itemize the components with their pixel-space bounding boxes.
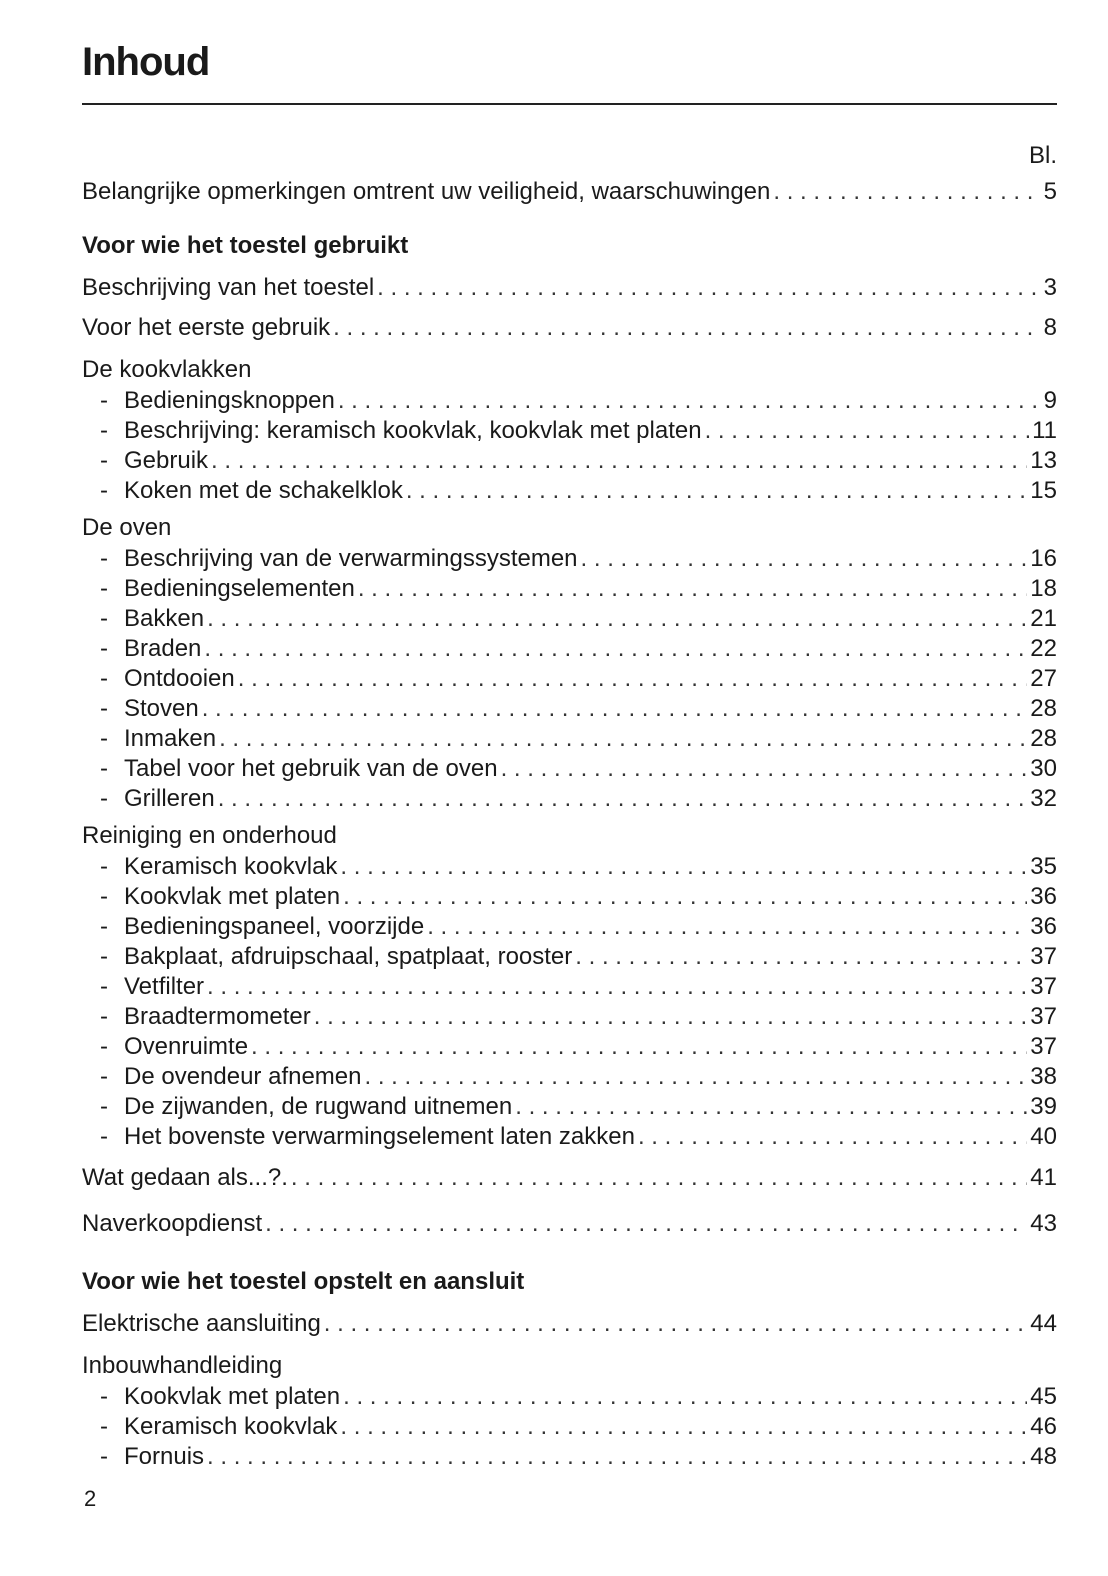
toc-sub-entry[interactable] [82, 1032, 1057, 1062]
dash-bullet: - [100, 1063, 108, 1090]
dash-bullet: - [100, 943, 108, 970]
toc-entry-label [100, 1062, 362, 1092]
toc-entry-beschrijving[interactable] [82, 268, 1057, 308]
toc-entry-eerste-gebruik[interactable] [82, 308, 1057, 348]
toc-entry-text: Braden [124, 635, 202, 662]
toc-entry-label [100, 476, 403, 506]
toc-entry-label [100, 574, 355, 604]
dash-bullet: - [100, 1383, 108, 1410]
toc-sub-entry[interactable] [82, 1412, 1057, 1442]
toc-entry-text: De zijwanden, de rugwand uitnemen [124, 1093, 513, 1120]
toc-entry-label [100, 446, 208, 476]
toc-sub-entry[interactable] [82, 386, 1057, 416]
toc-entry-page: 11 [1032, 417, 1057, 444]
dot-leader [202, 694, 1028, 724]
toc-sub-entry[interactable] [82, 1442, 1057, 1472]
dash-bullet: - [100, 635, 108, 662]
dot-leader [343, 1382, 1027, 1412]
toc-entry-text: Bedieningspaneel, voorzijde [124, 913, 425, 940]
dot-leader [238, 664, 1028, 694]
dash-bullet: - [100, 665, 108, 692]
toc-entry-label: Belangrijke opmerkingen omtrent uw veiligheid, waarschuwingen [82, 178, 771, 205]
toc-entry-label [100, 1092, 512, 1122]
page-title: Inhoud [82, 40, 210, 84]
toc-entry-label: Naverkoopdienst [82, 1210, 263, 1237]
dash-bullet: - [100, 575, 108, 602]
toc-entry-page: 28 [1030, 695, 1057, 722]
toc-entry-label [100, 912, 424, 942]
dash-bullet: - [100, 913, 108, 940]
toc-sub-entry[interactable] [82, 784, 1057, 814]
toc-entry-text: Grilleren [124, 785, 215, 812]
dot-leader [581, 544, 1028, 574]
toc-entry-page: 21 [1030, 605, 1057, 632]
toc-entry-page: 37 [1030, 1033, 1057, 1060]
toc-entry-text: De ovendeur afnemen [124, 1063, 362, 1090]
dash-bullet: - [100, 545, 108, 572]
toc-sub-entry[interactable] [82, 664, 1057, 694]
toc-entry-page: 37 [1030, 1003, 1057, 1030]
dot-leader [207, 604, 1027, 634]
toc-sub-entry[interactable] [82, 694, 1057, 724]
dot-leader [501, 754, 1028, 784]
dash-bullet: - [100, 605, 108, 632]
dot-leader [333, 308, 1040, 348]
toc-entry-label [100, 604, 204, 634]
toc-entry-page: 8 [1043, 314, 1057, 341]
toc-entry-safety[interactable] [82, 172, 1057, 212]
toc-sub-entry[interactable] [82, 1382, 1057, 1412]
dot-leader [377, 268, 1040, 308]
toc-sub-entry[interactable] [82, 972, 1057, 1002]
toc-entry-text: Braadtermometer [124, 1003, 311, 1030]
toc-sub-entry[interactable] [82, 416, 1057, 446]
dot-leader [207, 972, 1027, 1002]
dash-bullet: - [100, 1443, 108, 1470]
toc-entry-text: Bakken [124, 605, 205, 632]
toc-entry-label [100, 386, 335, 416]
toc-entry-label [100, 1442, 204, 1472]
toc-entry-text: Tabel voor het gebruik van de oven [124, 755, 498, 782]
toc-entry-text: Inmaken [124, 725, 217, 752]
dot-leader [338, 386, 1041, 416]
toc-entry-text: Bakplaat, afdruipschaal, spatplaat, rooster [124, 943, 573, 970]
toc-entry-label: Beschrijving van het toestel [82, 274, 375, 301]
dot-leader [211, 446, 1027, 476]
toc-entry-text: Het bovenste verwarmingselement laten zakken [124, 1123, 635, 1150]
toc-sub-entry[interactable] [82, 604, 1057, 634]
toc-entry-label [100, 784, 215, 814]
toc-entry-page: 40 [1030, 1123, 1057, 1150]
dot-leader [219, 724, 1027, 754]
toc-entry-elektrisch[interactable] [82, 1304, 1057, 1344]
dot-leader [291, 1158, 1027, 1198]
group-heading-oven: De oven [82, 514, 172, 541]
toc-entry-page: 15 [1030, 477, 1057, 504]
toc-entry-label [100, 694, 199, 724]
dot-leader [218, 784, 1028, 814]
toc-sub-entry[interactable] [82, 476, 1057, 506]
toc-entry-text: Beschrijving van de verwarmingssystemen [124, 545, 578, 572]
dot-leader [406, 476, 1027, 506]
dot-leader [365, 1062, 1028, 1092]
group-heading-reiniging: Reiniging en onderhoud [82, 822, 337, 849]
toc-entry-label: Voor het eerste gebruik [82, 314, 331, 341]
toc-entry-label [100, 972, 204, 1002]
dot-leader [515, 1092, 1027, 1122]
toc-entry-text: Ontdooien [124, 665, 235, 692]
toc-entry-label: Wat gedaan als...?. [82, 1164, 288, 1191]
dot-leader [251, 1032, 1027, 1062]
toc-sub-entry[interactable] [82, 852, 1057, 882]
toc-sub-entry[interactable] [82, 446, 1057, 476]
dot-leader [324, 1304, 1028, 1344]
dash-bullet: - [100, 1033, 108, 1060]
toc-entry-label [100, 664, 235, 694]
group-heading-inbouw: Inbouwhandleiding [82, 1352, 283, 1379]
toc-entry-label [100, 1412, 337, 1442]
section-heading-user: Voor wie het toestel gebruikt [82, 232, 409, 259]
toc-entry-label [100, 754, 498, 784]
toc-entry-page: 36 [1030, 913, 1057, 940]
toc-entry-page: 37 [1030, 943, 1057, 970]
toc-entry-label: Elektrische aansluiting [82, 1310, 321, 1337]
toc-entry-text: Fornuis [124, 1443, 205, 1470]
toc-sub-entry[interactable] [82, 574, 1057, 604]
toc-sub-entry[interactable] [82, 544, 1057, 574]
toc-entry-label [100, 544, 578, 574]
dot-leader [265, 1204, 1027, 1244]
toc-sub-entry[interactable] [82, 1062, 1057, 1092]
toc-entry-label [100, 724, 216, 754]
dash-bullet: - [100, 1003, 108, 1030]
toc-entry-text: Gebruik [124, 447, 209, 474]
toc-sub-entry[interactable] [82, 1122, 1057, 1152]
toc-entry-text: Ovenruimte [124, 1033, 249, 1060]
dash-bullet: - [100, 725, 108, 752]
dash-bullet: - [100, 1123, 108, 1150]
sublist-inbouw [82, 1382, 1057, 1472]
toc-sub-entry[interactable] [82, 634, 1057, 664]
toc-entry-label [100, 1382, 340, 1412]
dash-bullet: - [100, 1093, 108, 1120]
toc-content [82, 140, 1057, 1472]
page-column-header: Bl. [1028, 142, 1057, 169]
toc-entry-page: 38 [1030, 1063, 1057, 1090]
toc-entry-page: 46 [1030, 1413, 1057, 1440]
group-heading-kookvlakken: De kookvlakken [82, 356, 252, 383]
toc-entry-page: 18 [1030, 575, 1057, 602]
toc-entry-text: Stoven [124, 695, 199, 722]
toc-entry-text: Koken met de schakelklok [124, 477, 403, 504]
toc-entry-naverkoopdienst[interactable] [82, 1204, 1057, 1244]
title-rule [82, 103, 1057, 105]
dash-bullet: - [100, 447, 108, 474]
toc-sub-entry[interactable] [82, 754, 1057, 784]
toc-entry-text: Keramisch kookvlak [124, 853, 338, 880]
toc-entry-label [100, 942, 572, 972]
toc-entry-page: 48 [1030, 1443, 1057, 1470]
toc-entry-label [100, 416, 702, 446]
section-heading-installer: Voor wie het toestel opstelt en aansluit [82, 1268, 525, 1295]
toc-entry-page: 35 [1030, 853, 1057, 880]
toc-entry-text: Beschrijving: keramisch kookvlak, kookvlak met platen [124, 417, 702, 444]
toc-entry-label [100, 1032, 248, 1062]
toc-entry-page: 37 [1030, 973, 1057, 1000]
toc-entry-label [100, 1122, 635, 1152]
toc-entry-page: 41 [1030, 1164, 1057, 1191]
toc-sub-entry[interactable] [82, 1002, 1057, 1032]
dash-bullet: - [100, 883, 108, 910]
page-number: 2 [84, 1486, 97, 1511]
dash-bullet: - [100, 695, 108, 722]
sublist-reiniging [82, 852, 1057, 1152]
toc-entry-text: Kookvlak met platen [124, 1383, 341, 1410]
toc-entry-page: 22 [1030, 635, 1057, 662]
dot-leader [427, 912, 1027, 942]
dot-leader [340, 852, 1027, 882]
toc-sub-entry[interactable] [82, 882, 1057, 912]
toc-entry-page: 5 [1043, 178, 1057, 205]
toc-entry-page: 13 [1030, 447, 1057, 474]
dash-bullet: - [100, 973, 108, 1000]
toc-entry-page: 9 [1043, 387, 1057, 414]
toc-sub-entry[interactable] [82, 1092, 1057, 1122]
toc-entry-page: 36 [1030, 883, 1057, 910]
toc-entry-page: 44 [1030, 1310, 1057, 1337]
dot-leader [207, 1442, 1027, 1472]
toc-entry-page: 27 [1030, 665, 1057, 692]
toc-entry-page: 45 [1030, 1383, 1057, 1410]
toc-entry-text: Keramisch kookvlak [124, 1413, 338, 1440]
toc-entry-label [100, 1002, 311, 1032]
toc-entry-page: 30 [1030, 755, 1057, 782]
dash-bullet: - [100, 853, 108, 880]
dot-leader [575, 942, 1027, 972]
toc-sub-entry[interactable] [82, 724, 1057, 754]
toc-entry-text: Kookvlak met platen [124, 883, 341, 910]
dash-bullet: - [100, 1413, 108, 1440]
dash-bullet: - [100, 785, 108, 812]
dash-bullet: - [100, 417, 108, 444]
dot-leader [340, 1412, 1027, 1442]
toc-entry-page: 28 [1030, 725, 1057, 752]
dot-leader [358, 574, 1027, 604]
sublist-oven [82, 544, 1057, 814]
toc-entry-label [100, 852, 337, 882]
dash-bullet: - [100, 477, 108, 504]
dot-leader [314, 1002, 1028, 1032]
toc-entry-text: Bedieningselementen [124, 575, 355, 602]
dot-leader [773, 172, 1040, 212]
toc-entry-label [100, 882, 340, 912]
toc-entry-page: 43 [1030, 1210, 1057, 1237]
toc-entry-page: 39 [1030, 1093, 1057, 1120]
dot-leader [638, 1122, 1027, 1152]
toc-entry-page: 3 [1043, 274, 1057, 301]
dot-leader [204, 634, 1027, 664]
toc-entry-page: 32 [1030, 785, 1057, 812]
sublist-kookvlakken [82, 386, 1057, 506]
toc-entry-label [100, 634, 201, 664]
dot-leader [705, 416, 1030, 446]
toc-sub-entry[interactable] [82, 912, 1057, 942]
dash-bullet: - [100, 387, 108, 414]
dash-bullet: - [100, 755, 108, 782]
dot-leader [343, 882, 1027, 912]
toc-entry-text: Bedieningsknoppen [124, 387, 335, 414]
toc-entry-wat-gedaan[interactable] [82, 1158, 1057, 1198]
toc-entry-text: Vetfilter [124, 973, 205, 1000]
toc-entry-page: 16 [1030, 545, 1057, 572]
toc-sub-entry[interactable] [82, 942, 1057, 972]
